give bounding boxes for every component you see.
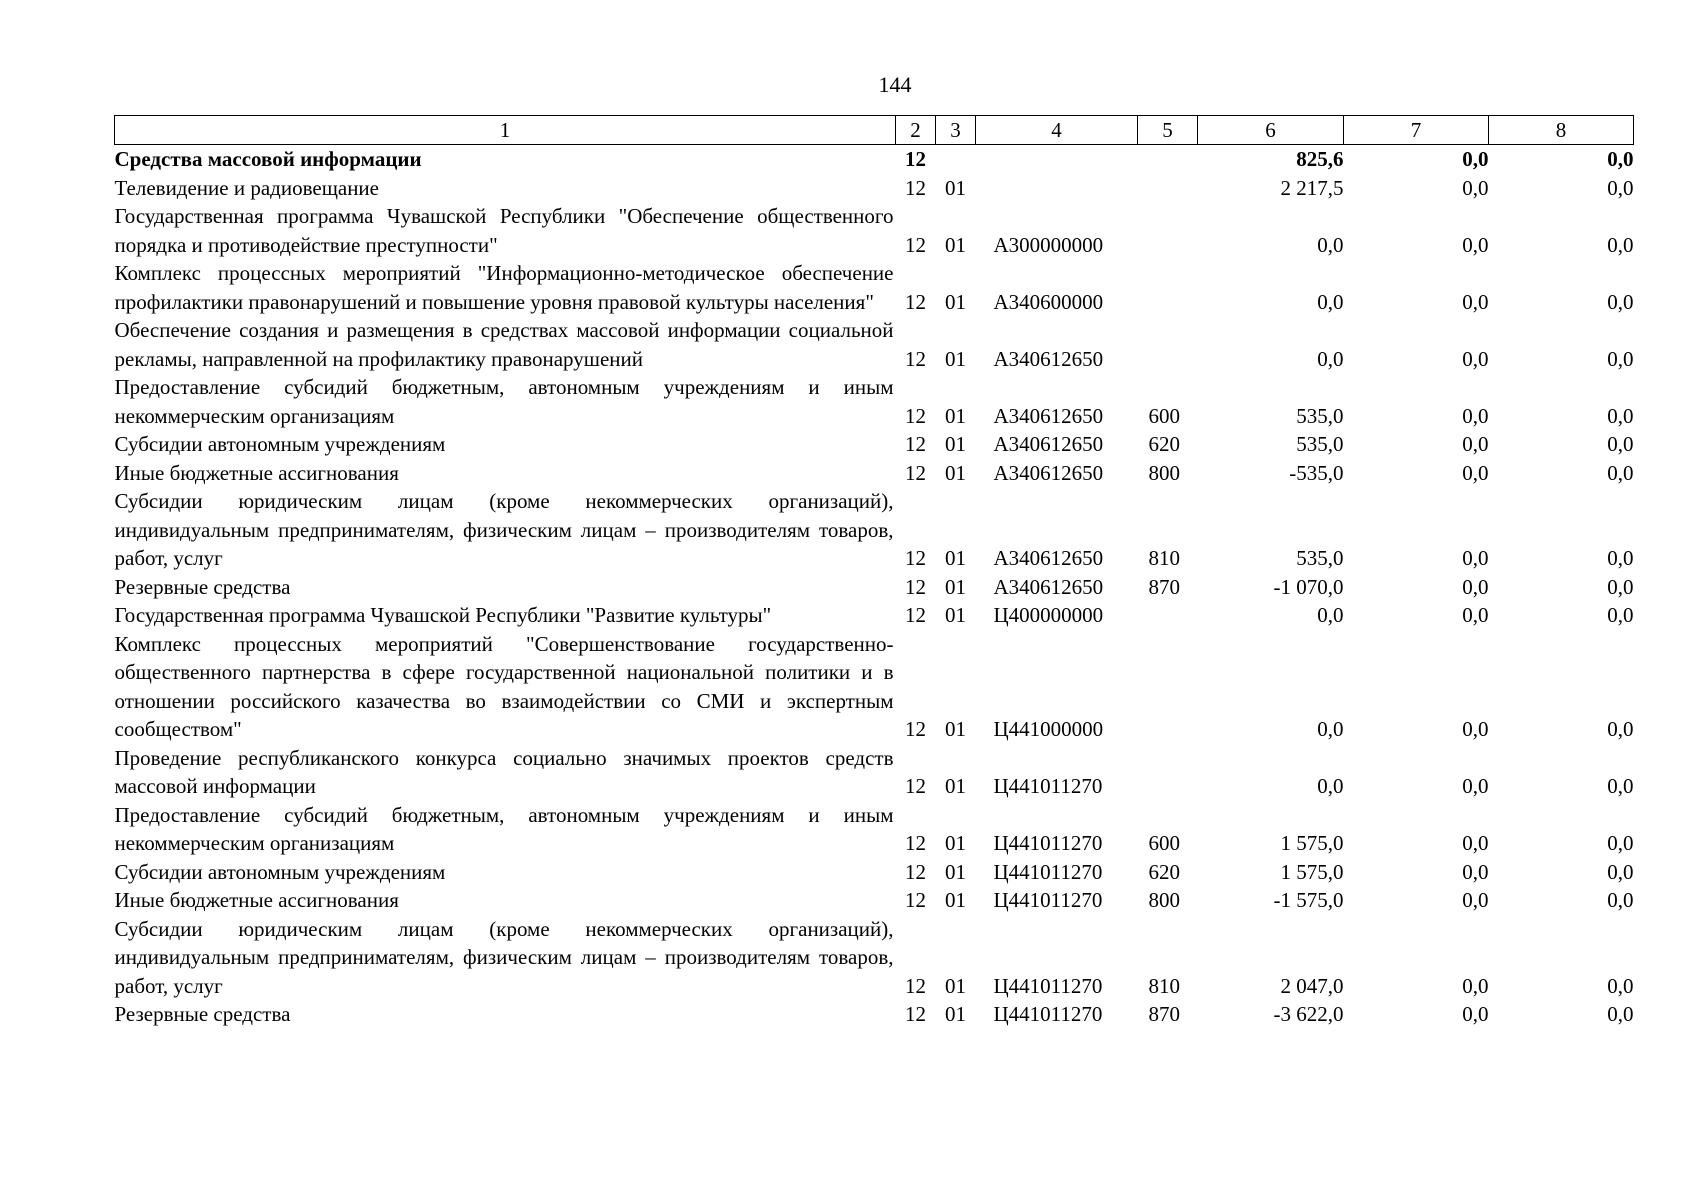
expense-kind-code: 600: [1148, 403, 1180, 428]
expense-kind-code: [1138, 202, 1198, 259]
amount-col-7: 0,0: [1462, 460, 1489, 485]
amount-col-8: 0,0: [1607, 346, 1634, 371]
amount-col-7: 0,0: [1462, 432, 1489, 456]
expense-kind-code: 600: [1148, 831, 1180, 855]
amount-col-8: 0,0: [1607, 717, 1634, 741]
amount-col-8: 0,0: [1607, 831, 1634, 855]
amount-col-6: 825,6: [1296, 147, 1344, 171]
amount-col-6: -1 070,0: [1273, 574, 1344, 599]
amount-col-8: 0,0: [1607, 147, 1634, 171]
table-row: [115, 316, 1634, 373]
program-code: [976, 145, 1138, 174]
expense-kind-code: [1138, 259, 1198, 316]
subsection-code: 01: [945, 232, 966, 257]
amount-col-7: 0,0: [1462, 175, 1489, 200]
program-code: Ц441011270: [993, 973, 1103, 998]
expense-kind-code: 800: [1148, 888, 1180, 912]
amount-col-8: 0,0: [1607, 574, 1634, 599]
row-name: Телевидение и радиовещание: [114, 175, 379, 200]
table-row: [115, 858, 1634, 887]
program-code: А340612650: [993, 403, 1104, 428]
amount-col-6: -535,0: [1289, 460, 1344, 485]
amount-col-7: 0,0: [1462, 859, 1489, 884]
subsection-code: 01: [945, 546, 966, 570]
program-code: А340612650: [993, 546, 1104, 570]
table-row: [115, 630, 1634, 744]
row-name: Субсидии юридическим лицам (кроме некоммерческих организаций), индивидуальным предпринимателям, физическим лицам – производителям товаров, работ, услуг: [114, 489, 894, 570]
row-name: Предоставление субсидий бюджетным, автономным учреждениям и иным некоммерческим организациям: [114, 802, 894, 855]
program-code: Ц441011270: [993, 774, 1103, 798]
table-row: [115, 886, 1634, 915]
table-row: [115, 573, 1634, 602]
section-code: 12: [905, 175, 926, 200]
row-name: Средства массовой информации: [114, 147, 422, 171]
amount-col-6: 535,0: [1296, 432, 1344, 456]
amount-col-6: 535,0: [1296, 546, 1344, 570]
program-code: А340612650: [993, 346, 1104, 371]
table-row: [115, 1000, 1634, 1029]
amount-col-6: 0,0: [1317, 232, 1344, 257]
table-row: [115, 915, 1634, 1001]
amount-col-8: 0,0: [1607, 1002, 1634, 1026]
amount-col-8: 0,0: [1607, 432, 1634, 456]
section-code: 12: [905, 717, 926, 741]
program-code: Ц441011270: [993, 831, 1103, 855]
section-code: 12: [905, 831, 926, 855]
header-col-7: 7: [1344, 116, 1489, 145]
header-row: [115, 116, 1634, 145]
subsection-code: 01: [945, 432, 966, 456]
amount-col-6: 1 575,0: [1280, 859, 1344, 884]
amount-col-7: 0,0: [1462, 346, 1489, 371]
subsection-code: 01: [945, 346, 966, 371]
row-name: Иные бюджетные ассигнования: [114, 460, 399, 485]
table-row: [115, 601, 1634, 630]
amount-col-7: 0,0: [1462, 1002, 1489, 1026]
row-name: Субсидии автономным учреждениям: [114, 432, 446, 456]
row-name: Резервные средства: [114, 574, 291, 599]
amount-col-7: 0,0: [1462, 232, 1489, 257]
expense-kind-code: 870: [1148, 1002, 1180, 1026]
program-code: Ц441011270: [993, 859, 1103, 884]
amount-col-7: 0,0: [1462, 603, 1489, 627]
subsection-code: 01: [945, 603, 966, 627]
table-row: [115, 145, 1634, 174]
header-col-5: 5: [1138, 116, 1198, 145]
program-code: [976, 174, 1138, 203]
expense-kind-code: 870: [1148, 574, 1180, 599]
program-code: А340612650: [993, 432, 1104, 456]
table-row: [115, 744, 1634, 801]
row-name: Предоставление субсидий бюджетным, автономным учреждениям и иным некоммерческим организациям: [114, 375, 894, 428]
table-body: [115, 145, 1634, 1029]
program-code: Ц441011270: [993, 1002, 1103, 1026]
subsection-code: 01: [945, 888, 966, 912]
amount-col-7: 0,0: [1462, 147, 1489, 171]
amount-col-8: 0,0: [1607, 460, 1634, 485]
amount-col-7: 0,0: [1462, 546, 1489, 570]
row-name: Обеспечение создания и размещения в средствах массовой информации социальной рекламы, направленной на профилактику правонарушений: [114, 318, 894, 371]
section-code: 12: [905, 888, 926, 912]
expense-kind-code: 810: [1148, 973, 1180, 998]
section-code: 12: [905, 346, 926, 371]
header-col-2: 2: [896, 116, 936, 145]
row-name: Комплекс процессных мероприятий "Информационно-методическое обеспечение профилактики правонарушений и повышение уровня правовой культуры населения": [114, 261, 894, 314]
amount-col-8: 0,0: [1607, 973, 1634, 998]
amount-col-7: 0,0: [1462, 774, 1489, 798]
amount-col-6: 0,0: [1317, 289, 1344, 314]
header-col-6: 6: [1198, 116, 1344, 145]
row-name: Субсидии автономным учреждениям: [114, 859, 446, 884]
section-code: 12: [905, 289, 926, 314]
amount-col-8: 0,0: [1607, 232, 1634, 257]
program-code: Ц441000000: [993, 717, 1104, 741]
program-code: Ц400000000: [993, 603, 1104, 627]
table-row: [115, 259, 1634, 316]
amount-col-8: 0,0: [1607, 175, 1634, 200]
amount-col-7: 0,0: [1462, 888, 1489, 912]
amount-col-6: 0,0: [1317, 603, 1344, 627]
subsection-code: 01: [945, 403, 966, 428]
subsection-code: 01: [945, 973, 966, 998]
header-col-8: 8: [1489, 116, 1634, 145]
section-code: 12: [905, 546, 926, 570]
subsection-code: 01: [945, 774, 966, 798]
expense-kind-code: [1138, 316, 1198, 373]
amount-col-6: 0,0: [1317, 717, 1344, 741]
table-row: [115, 202, 1634, 259]
row-name: Комплекс процессных мероприятий "Совершенствование государственно-общественного партнерства в сфере государственной национальной политики и в отношении российского казачества во взаимодействии со СМИ и экспертным сообществом": [114, 631, 894, 741]
amount-col-6: -3 622,0: [1273, 1002, 1344, 1026]
header-col-1: 1: [115, 116, 896, 145]
subsection-code: 01: [945, 831, 966, 855]
table-header: [115, 116, 1634, 145]
amount-col-8: 0,0: [1607, 403, 1634, 428]
amount-col-6: -1 575,0: [1273, 888, 1344, 912]
row-name: Иные бюджетные ассигнования: [114, 888, 399, 912]
table-row: [115, 459, 1634, 488]
section-code: 12: [905, 1002, 926, 1026]
section-code: 12: [905, 460, 926, 485]
section-code: 12: [905, 973, 926, 998]
section-code: 12: [905, 574, 926, 599]
expense-kind-code: 800: [1148, 460, 1180, 485]
header-col-3: 3: [936, 116, 976, 145]
expense-kind-code: [1138, 145, 1198, 174]
row-name: Государственная программа Чувашской Республики "Развитие культуры": [114, 603, 772, 627]
table-row: [115, 174, 1634, 203]
expense-kind-code: 620: [1148, 859, 1180, 884]
amount-col-6: 1 575,0: [1280, 831, 1344, 855]
subsection-code: 01: [945, 717, 966, 741]
section-code: 12: [905, 432, 926, 456]
row-name: Проведение республиканского конкурса социально значимых проектов средств массовой информации: [114, 745, 894, 798]
subsection-code: 01: [945, 289, 966, 314]
row-name: Субсидии юридическим лицам (кроме некоммерческих организаций), индивидуальным предпринимателям, физическим лицам – производителям товаров, работ, услуг: [114, 916, 894, 998]
section-code: 12: [905, 603, 926, 627]
amount-col-6: 2 217,5: [1280, 175, 1344, 200]
amount-col-7: 0,0: [1462, 289, 1489, 314]
section-code: 12: [905, 859, 926, 884]
subsection-code: 01: [945, 1002, 966, 1026]
amount-col-7: 0,0: [1462, 403, 1489, 428]
section-code: 12: [905, 232, 926, 257]
subsection-code: 01: [945, 859, 966, 884]
table-row: [115, 373, 1634, 430]
section-code: 12: [905, 403, 926, 428]
amount-col-7: 0,0: [1462, 831, 1489, 855]
table-row: [115, 430, 1634, 459]
expense-kind-code: 620: [1148, 432, 1180, 456]
program-code: А340612650: [993, 574, 1104, 599]
amount-col-7: 0,0: [1462, 973, 1489, 998]
amount-col-8: 0,0: [1607, 546, 1634, 570]
table-row: [115, 487, 1634, 573]
amount-col-6: 0,0: [1317, 774, 1344, 798]
amount-col-7: 0,0: [1462, 574, 1489, 599]
expense-kind-code: [1138, 174, 1198, 203]
page-number: 144: [878, 72, 912, 97]
amount-col-8: 0,0: [1607, 859, 1634, 884]
section-code: 12: [905, 147, 926, 171]
subsection-code: [936, 145, 976, 174]
expense-kind-code: [1138, 601, 1198, 630]
table-row: [115, 801, 1634, 858]
expense-kind-code: [1138, 744, 1198, 801]
expense-kind-code: 810: [1148, 546, 1180, 570]
amount-col-6: 535,0: [1296, 403, 1344, 428]
row-name: Государственная программа Чувашской Республики "Обеспечение общественного порядка и противодействие преступности": [114, 204, 894, 257]
amount-col-6: 2 047,0: [1280, 973, 1344, 998]
amount-col-8: 0,0: [1607, 603, 1634, 627]
program-code: А300000000: [993, 232, 1104, 257]
program-code: А340600000: [993, 289, 1104, 314]
row-name: Резервные средства: [114, 1002, 291, 1026]
amount-col-8: 0,0: [1607, 888, 1634, 912]
budget-table: [114, 115, 1634, 1029]
subsection-code: 01: [945, 175, 966, 200]
subsection-code: 01: [945, 460, 966, 485]
subsection-code: 01: [945, 574, 966, 599]
program-code: А340612650: [993, 460, 1104, 485]
amount-col-7: 0,0: [1462, 717, 1489, 741]
program-code: Ц441011270: [993, 888, 1103, 912]
section-code: 12: [905, 774, 926, 798]
amount-col-6: 0,0: [1317, 346, 1344, 371]
amount-col-8: 0,0: [1607, 774, 1634, 798]
header-col-4: 4: [976, 116, 1138, 145]
expense-kind-code: [1138, 630, 1198, 744]
amount-col-8: 0,0: [1607, 289, 1634, 314]
